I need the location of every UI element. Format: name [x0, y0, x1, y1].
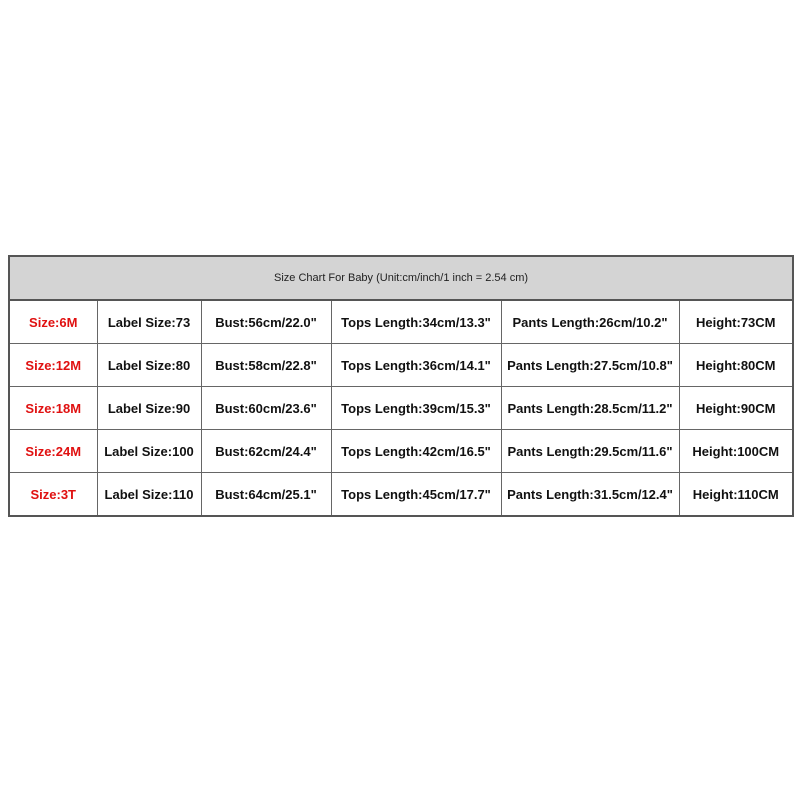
height-cell: Height:73CM	[679, 300, 793, 344]
height-cell: Height:80CM	[679, 344, 793, 387]
title-row	[9, 256, 793, 300]
table-row	[9, 387, 793, 430]
chart-title: Size Chart For Baby (Unit:cm/inch/1 inch = 2.54 cm)	[9, 256, 793, 300]
pants-length-cell: Pants Length:27.5cm/10.8"	[501, 344, 679, 387]
tops-length-cell: Tops Length:39cm/15.3"	[331, 387, 501, 430]
label-size-cell: Label Size:110	[97, 473, 201, 517]
size-chart-table	[8, 255, 794, 517]
label-size-cell: Label Size:73	[97, 300, 201, 344]
size-cell: Size:24M	[9, 430, 97, 473]
tops-length-cell: Tops Length:45cm/17.7"	[331, 473, 501, 517]
pants-length-cell: Pants Length:29.5cm/11.6"	[501, 430, 679, 473]
size-cell: Size:12M	[9, 344, 97, 387]
table-row	[9, 344, 793, 387]
label-size-cell: Label Size:90	[97, 387, 201, 430]
pants-length-cell: Pants Length:31.5cm/12.4"	[501, 473, 679, 517]
pants-length-cell: Pants Length:26cm/10.2"	[501, 300, 679, 344]
table-row	[9, 473, 793, 517]
label-size-cell: Label Size:100	[97, 430, 201, 473]
table-row	[9, 300, 793, 344]
tops-length-cell: Tops Length:36cm/14.1"	[331, 344, 501, 387]
size-cell: Size:6M	[9, 300, 97, 344]
tops-length-cell: Tops Length:34cm/13.3"	[331, 300, 501, 344]
bust-cell: Bust:56cm/22.0"	[201, 300, 331, 344]
height-cell: Height:110CM	[679, 473, 793, 517]
pants-length-cell: Pants Length:28.5cm/11.2"	[501, 387, 679, 430]
table-row	[9, 430, 793, 473]
bust-cell: Bust:60cm/23.6"	[201, 387, 331, 430]
bust-cell: Bust:64cm/25.1"	[201, 473, 331, 517]
height-cell: Height:90CM	[679, 387, 793, 430]
label-size-cell: Label Size:80	[97, 344, 201, 387]
bust-cell: Bust:58cm/22.8"	[201, 344, 331, 387]
size-cell: Size:18M	[9, 387, 97, 430]
tops-length-cell: Tops Length:42cm/16.5"	[331, 430, 501, 473]
height-cell: Height:100CM	[679, 430, 793, 473]
size-cell: Size:3T	[9, 473, 97, 517]
bust-cell: Bust:62cm/24.4"	[201, 430, 331, 473]
